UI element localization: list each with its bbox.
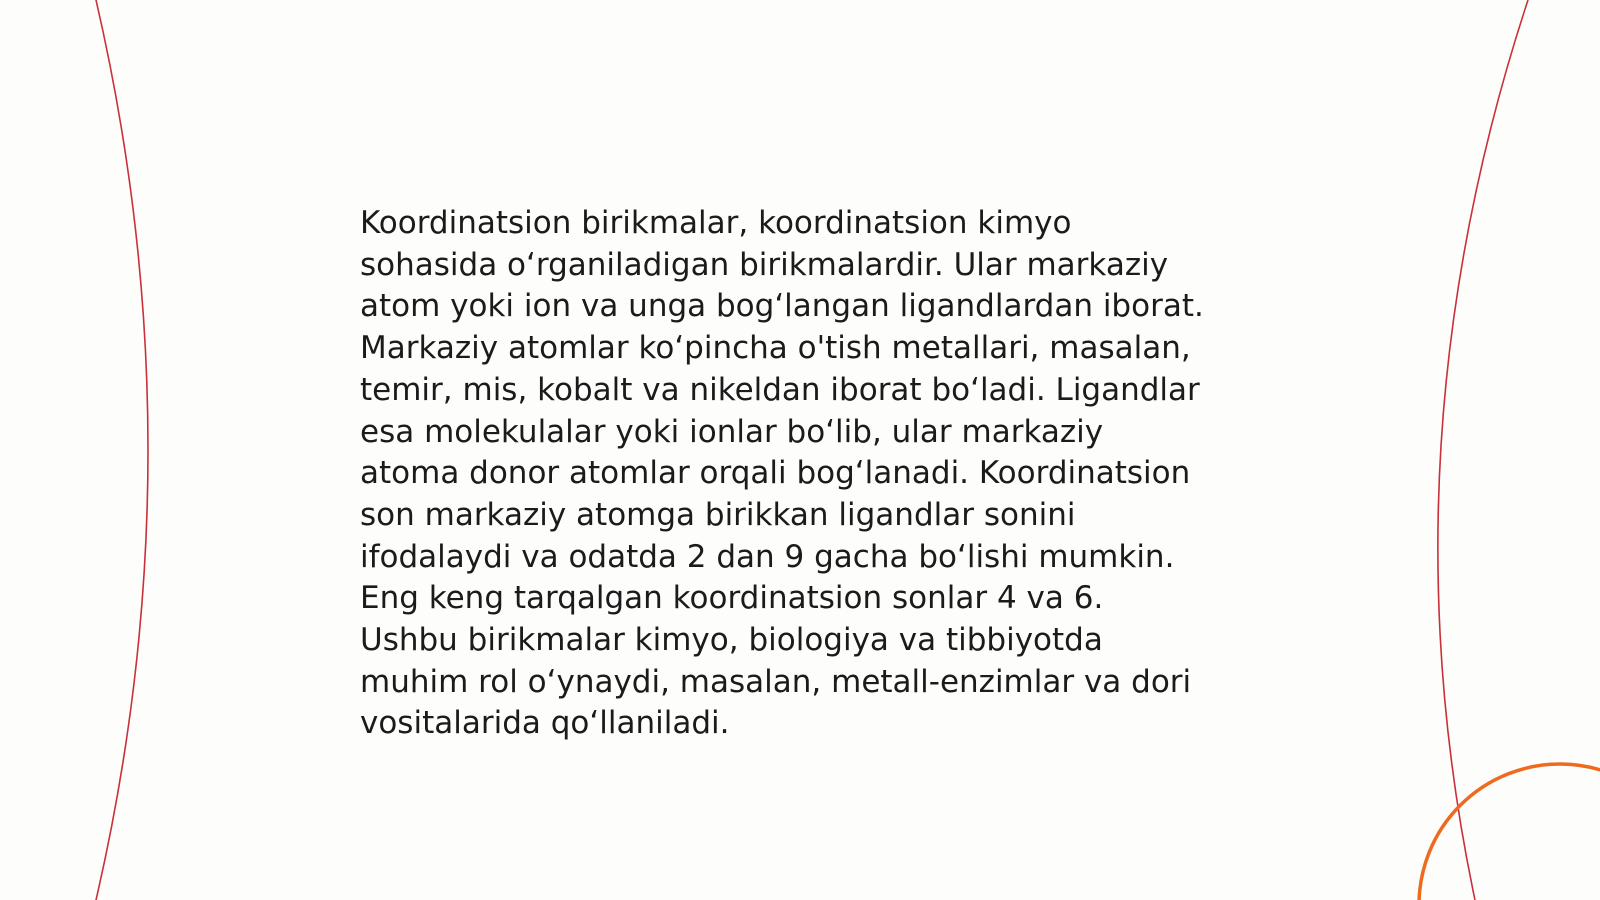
body-line: atoma donor atomlar orqali bog‘lanadi. Koordinatsion (360, 455, 1191, 492)
body-line: Markaziy atomlar ko‘pincha o'tish metallari, masalan, (360, 330, 1191, 367)
body-line: vositalarida qo‘llaniladi. (360, 705, 730, 742)
body-line: esa molekulalar yoki ionlar bo‘lib, ular markaziy (360, 413, 1104, 450)
body-line: temir, mis, kobalt va nikeldan iborat bo‘ladi. Ligandlar (360, 371, 1200, 408)
body-text (360, 203, 1260, 745)
left-arc-line (96, 0, 148, 900)
body-line: muhim rol o‘ynaydi, masalan, metall-enzimlar va dori (360, 663, 1192, 700)
right-arc-line (1438, 0, 1528, 900)
body-line: atom yoki ion va unga bog‘langan ligandlardan iborat. (360, 288, 1204, 325)
corner-circle (1419, 764, 1600, 900)
body-line: Koordinatsion birikmalar, koordinatsion kimyo (360, 205, 1072, 241)
body-line: ifodalaydi va odatda 2 dan 9 gacha bo‘lishi mumkin. (360, 538, 1175, 575)
body-line: Eng keng tarqalgan koordinatsion sonlar 4 va 6. (360, 580, 1104, 617)
body-line: Ushbu birikmalar kimyo, biologiya va tibbiyotda (360, 622, 1103, 659)
body-line: sohasida o‘rganiladigan birikmalardir. Ular markaziy (360, 246, 1169, 283)
body-line: son markaziy atomga birikkan ligandlar sonini (360, 496, 1076, 533)
